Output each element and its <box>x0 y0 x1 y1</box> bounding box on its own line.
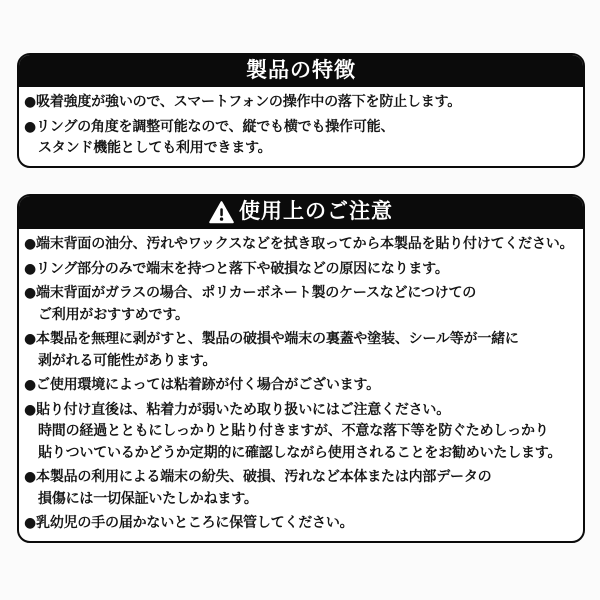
caution-section <box>17 194 585 543</box>
caution-line: 損傷には一切保証いたしかねます。 <box>38 490 258 507</box>
caution-line: 貼りついているかどうか定期的に確認しながら使用されることをお勧めいたします。 <box>38 444 562 461</box>
caution-body <box>19 229 583 538</box>
caution-line: ●端末背面がガラスの場合、ポリカーボネート製のケースなどにつけての <box>24 285 477 301</box>
feature-line: スタンド機能としても利用できます。 <box>38 140 272 156</box>
feature-line: ●リングの角度を調整可能なので、縦でも横でも操作可能、 <box>24 118 395 135</box>
caution-title: 使用上のご注意 <box>239 199 393 223</box>
features-header <box>19 55 583 87</box>
caution-line: ●本製品の利用による端末の紛失、破損、汚れなど本体または内部データの <box>24 469 492 485</box>
caution-line: ●貼り付け直後は、粘着力が弱いため取り扱いにはご注意ください。 <box>24 401 451 418</box>
caution-line: 時間の経過とともにしっかりと貼り付きますが、不意な落下等を防ぐためしっかり <box>38 423 549 439</box>
features-body <box>19 87 583 163</box>
caution-header <box>19 196 583 229</box>
caution-line: ●端末背面の油分、汚れやワックスなどを拭き取ってから本製品を貼り付けてください。 <box>24 236 574 252</box>
caution-line: 剥がれる可能性があります。 <box>38 352 217 369</box>
features-section <box>17 53 585 168</box>
features-title: 製品の特徴 <box>246 57 356 82</box>
caution-line: ●リング部分のみで端末を持つと落下や破損などの原因になります。 <box>24 260 449 277</box>
caution-line: ●乳幼児の手の届かないところに保管してください。 <box>24 515 354 531</box>
warning-triangle-icon <box>209 201 234 224</box>
feature-line: ●吸着強度が強いので、スマートフォンの操作中の落下を防止します。 <box>24 94 462 110</box>
caution-line: ●ご使用環境によっては粘着跡が付く場合がございます。 <box>24 377 380 393</box>
caution-line: ●本製品を無理に剥がすと、製品の破損や端末の裏蓋や塗装、シール等が一緒に <box>24 331 519 347</box>
caution-line: ご利用がおすすめです。 <box>38 306 189 323</box>
